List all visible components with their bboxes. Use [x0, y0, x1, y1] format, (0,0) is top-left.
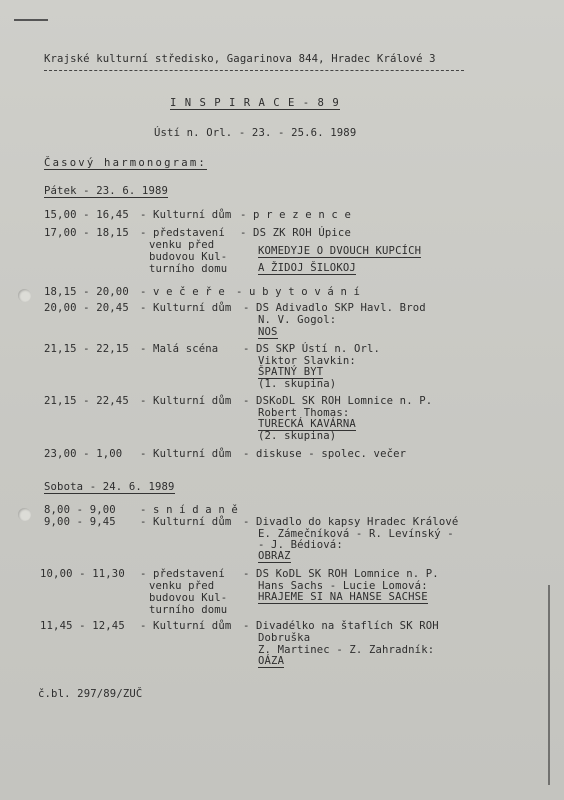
org-line: Krajské kulturní středisko, Gagarinova 844, Hradec Králové 3: [44, 53, 436, 65]
play-title: OBRAZ: [258, 550, 291, 562]
desc-cell: - DS KoDL SK ROH Lomnice n. P.: [243, 568, 439, 580]
group-note: (1. skupina): [258, 378, 337, 390]
day-heading-friday: Pátek - 23. 6. 1989: [44, 185, 169, 197]
play-title: A ŽIDOJ ŠILOKOJ: [258, 262, 356, 274]
place-cell: venku před: [149, 239, 215, 251]
place-cell: - představení: [140, 568, 225, 580]
desc-cell: - DS SKP Ústí n. Orl.: [243, 343, 381, 355]
org-underline: [44, 70, 464, 71]
time-cell: 20,00 - 20,45: [44, 302, 129, 314]
play-title: ŠPATNÝ BYT: [258, 366, 324, 378]
place-cell: turního domu: [149, 604, 228, 616]
place-cell: - s n í d a n ě: [140, 504, 238, 516]
schedule-heading: Časový harmonogram:: [44, 157, 207, 169]
place-cell: - Kulturní dům: [140, 448, 232, 460]
time-cell: 21,15 - 22,15: [44, 343, 129, 355]
author-line: N. V. Gogol:: [258, 314, 337, 326]
place-cell: budovou Kul-: [149, 592, 228, 604]
place-cell: - Kulturní dům: [140, 302, 232, 314]
place-cell: - Kulturní dům: [140, 620, 232, 632]
place-cell: turního domu: [149, 263, 228, 275]
time-cell: 8,00 - 9,00: [44, 504, 116, 516]
author-line: Dobruška: [258, 632, 311, 644]
time-cell: 15,00 - 16,45: [44, 209, 129, 221]
place-cell: venku před: [149, 580, 215, 592]
place-cell: - Kulturní dům: [140, 516, 232, 528]
footer-reference: č.bl. 297/89/ZUČ: [38, 688, 143, 700]
author-line: - J. Bédiová:: [258, 539, 343, 551]
time-cell: 18,15 - 20,00: [44, 286, 129, 298]
desc-cell: - Divadlo do kapsy Hradec Králové: [243, 516, 459, 528]
place-cell: - představení: [140, 227, 225, 239]
document-title: I N S P I R A C E - 8 9: [170, 97, 340, 109]
play-title: KOMEDYJE O DVOUCH KUPCÍCH: [258, 245, 422, 257]
desc-cell: - Divadélko na štaflích SK ROH: [243, 620, 439, 632]
desc-cell: - DS ZK ROH Úpice: [240, 227, 351, 239]
punch-hole-icon: [18, 508, 31, 521]
desc-cell: - DSKoDL SK ROH Lomnice n. P.: [243, 395, 433, 407]
desc-cell: - DS Adivadlo SKP Havl. Brod: [243, 302, 426, 314]
author-line: Viktor Slavkin:: [258, 355, 356, 367]
time-cell: 10,00 - 11,30: [40, 568, 125, 580]
place-cell: - Malá scéna: [140, 343, 219, 355]
pen-mark: [14, 19, 48, 21]
page-edge-shadow: [548, 585, 550, 785]
place-cell: - Kulturní dům: [140, 209, 232, 221]
author-line: E. Zámečníková - R. Levínský -: [258, 528, 454, 540]
document-subtitle: Ústí n. Orl. - 23. - 25.6. 1989: [154, 127, 357, 139]
time-cell: 11,45 - 12,45: [40, 620, 125, 632]
desc-cell: - diskuse - spolec. večer: [243, 448, 407, 460]
punch-hole-icon: [18, 289, 31, 302]
play-title: NOS: [258, 326, 278, 338]
play-title: HRAJEME SI NA HANSE SACHSE: [258, 591, 428, 603]
author-line: Hans Sachs - Lucie Lomová:: [258, 580, 428, 592]
time-cell: 9,00 - 9,45: [44, 516, 116, 528]
group-note: (2. skupina): [258, 430, 337, 442]
play-title: TURECKÁ KAVÁRNA: [258, 418, 356, 430]
time-cell: 23,00 - 1,00: [44, 448, 123, 460]
desc-cell: - p r e z e n c e: [240, 209, 351, 221]
place-cell: - v e č e ř e: [140, 286, 225, 298]
author-line: Z. Martinec - Z. Zahradník:: [258, 644, 435, 656]
place-cell: budovou Kul-: [149, 251, 228, 263]
day-heading-saturday: Sobota - 24. 6. 1989: [44, 481, 175, 493]
time-cell: 17,00 - 18,15: [44, 227, 129, 239]
desc-cell: - u b y t o v á n í: [236, 286, 361, 298]
place-cell: - Kulturní dům: [140, 395, 232, 407]
play-title: OÁZA: [258, 655, 285, 667]
time-cell: 21,15 - 22,45: [44, 395, 129, 407]
author-line: Robert Thomas:: [258, 407, 350, 419]
